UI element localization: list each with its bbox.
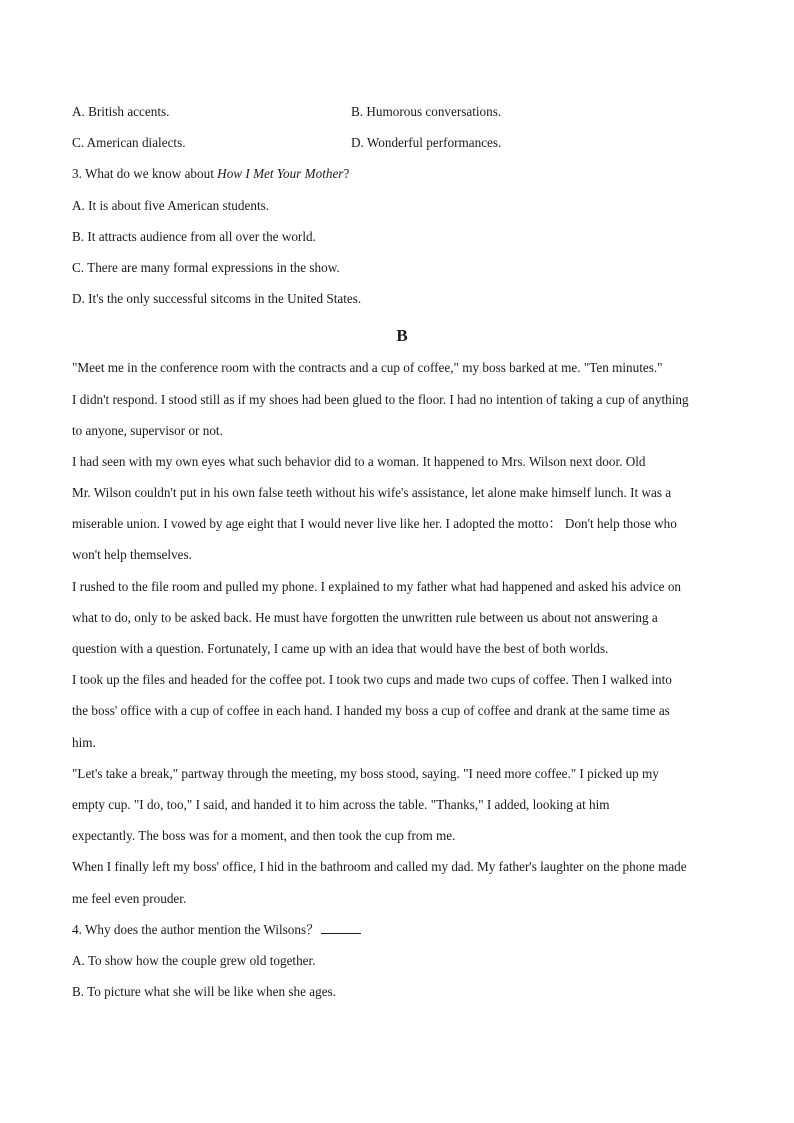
passage-line: won't help themselves. (72, 547, 192, 563)
option-b: B. Humorous conversations. (351, 104, 502, 119)
passage-line: what to do, only to be asked back. He must have forgotten the unwritten rule between us about not answering a (72, 609, 658, 625)
passage-line: When I finally left my boss' office, I hid in the bathroom and called my dad. My father's laughter on the phone made (72, 859, 687, 875)
passage-line: expectantly. The boss was for a moment, and then took the cup from me. (72, 828, 456, 844)
prev-question-options-row-1 (72, 101, 732, 132)
passage-b (72, 357, 732, 918)
question-3-option-b: B. It attracts audience from all over the world. (72, 228, 316, 244)
question-4-option-b: B. To picture what she will be like when she ages. (72, 984, 336, 1000)
option-d: D. Wonderful performances. (351, 135, 502, 151)
passage-line: "Let's take a break," partway through the meeting, my boss stood, saying. "I need more coffee." I picked up my (72, 765, 659, 781)
show-title: How I Met Your Mother (217, 166, 344, 182)
answer-blank[interactable] (321, 919, 361, 934)
passage-line: I took up the files and headed for the coffee pot. I took two cups and made two cups of coffee. Then I walked into (72, 672, 672, 688)
passage-line: me feel even prouder. (72, 890, 187, 906)
passage-line: empty cup. "I do, too," I said, and handed it to him across the table. "Thanks," I added, looking at him (72, 796, 610, 812)
passage-line: to anyone, supervisor or not. (72, 422, 223, 438)
question-3-suffix: ? (343, 166, 350, 182)
question-3-option-c: C. There are many formal expressions in the show. (72, 259, 340, 275)
passage-line: "Meet me in the conference room with the contracts and a cup of coffee," my boss barked at me. "Ten minutes." (72, 360, 663, 376)
question-4-text: 4. Why does the author mention the Wilsons？ (72, 921, 320, 937)
question-3-stem (72, 163, 732, 194)
passage-line: miserable union. I vowed by age eight that I would never live like her. I adopted the motto： Don't help those who (72, 516, 677, 532)
question-3-prefix: 3. What do we know about (72, 166, 218, 182)
passage-line: him. (72, 734, 96, 750)
passage-line: Mr. Wilson couldn't put in his own false teeth without his wife's assistance, let alone make himself lunch. It was a (72, 485, 672, 501)
option-c: C. American dialects. (72, 135, 186, 151)
question-3-option-d: D. It's the only successful sitcoms in the United States. (72, 291, 362, 307)
document-page (72, 101, 732, 1012)
passage-line: question with a question. Fortunately, I came up with an idea that would have the best of both worlds. (72, 641, 609, 656)
passage-line: I rushed to the file room and pulled my phone. I explained to my father what had happened and asked his advice on (72, 578, 682, 594)
question-4-stem (72, 919, 732, 950)
question-3-option-a: A. It is about five American students. (72, 197, 270, 213)
passage-line: I had seen with my own eyes what such behavior did to a woman. It happened to Mrs. Wilson next door. Old (72, 453, 646, 469)
prev-question-options-row-2 (72, 132, 732, 163)
option-a: A. British accents. (72, 104, 170, 119)
passage-line: I didn't respond. I stood still as if my shoes had been glued to the floor. I had no intention of taking a cup of anything (72, 391, 689, 407)
question-4-option-a: A. To show how the couple grew old together. (72, 952, 316, 968)
passage-line: the boss' office with a cup of coffee in each hand. I handed my boss a cup of coffee and drank at the same time as (72, 703, 670, 719)
section-b-heading: B (396, 326, 408, 346)
